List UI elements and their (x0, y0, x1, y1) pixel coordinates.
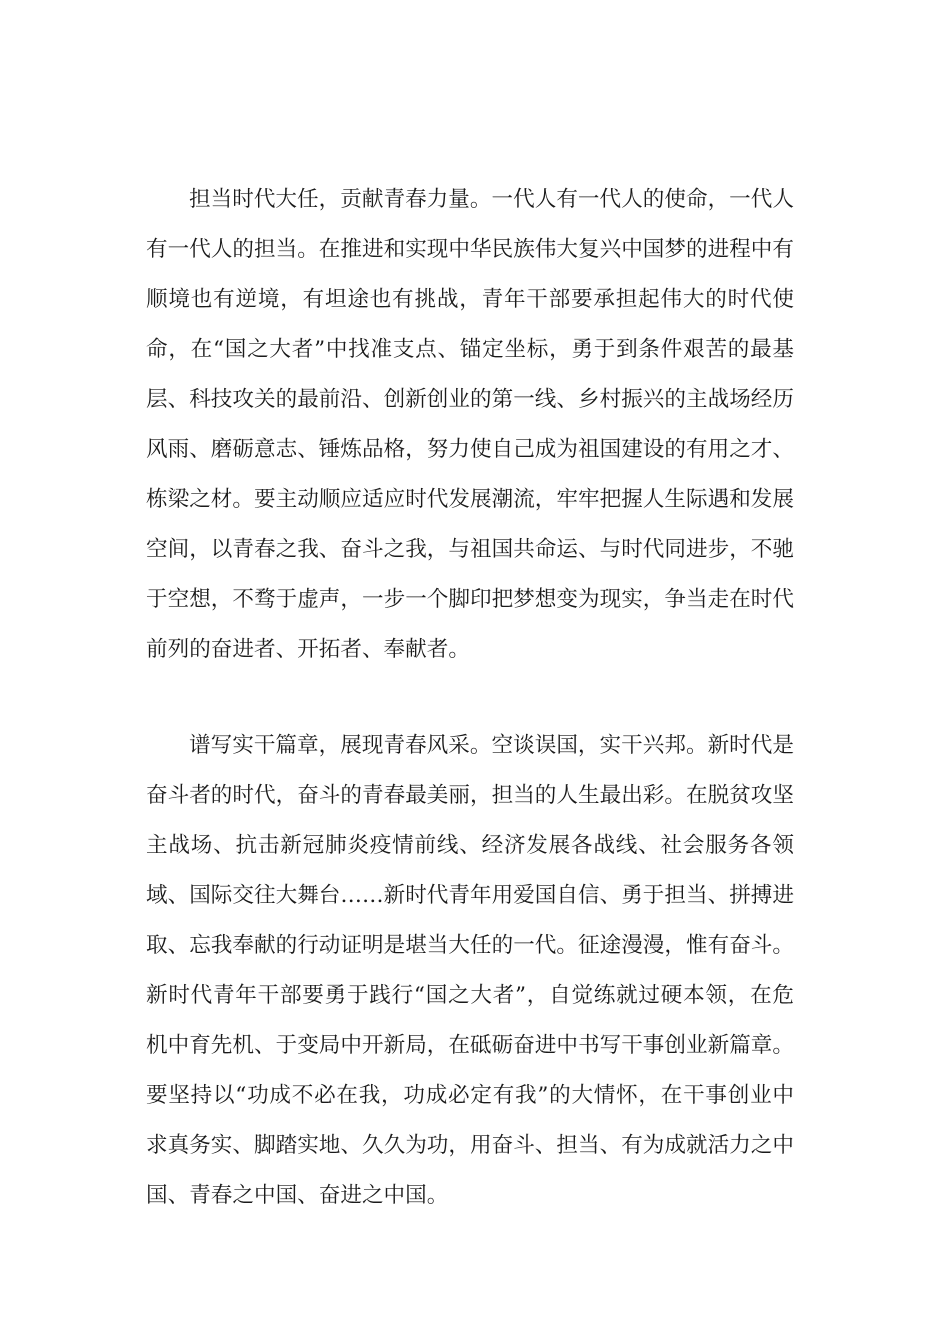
body-paragraph: 担当时代大任，贡献青春力量。一代人有一代人的使命，一代人有一代人的担当。在推进和实现中华民族伟大复兴中国梦的进程中有顺境也有逆境，有坦途也有挑战，青年干部要承担起伟大的时代使命，在“国之大者”中找准支点、锚定坐标，勇于到条件艰苦的最基层、科技攻关的最前沿、创新创业的第一线、乡村振兴的主战场经历风雨、磨砺意志、锤炼品格，努力使自己成为祖国建设的有用之才、栋梁之材。要主动顺应适应时代发展潮流，牢牢把握人生际遇和发展空间，以青春之我、奋斗之我，与祖国共命运、与时代同进步，不驰于空想，不骛于虚声，一步一个脚印把梦想变为现实，争当走在时代前列的奋进者、开拓者、奉献者。 (146, 187, 794, 662)
body-paragraph: 谱写实干篇章，展现青春风采。空谈误国，实干兴邦。新时代是奋斗者的时代，奋斗的青春最美丽，担当的人生最出彩。在脱贫攻坚主战场、抗击新冠肺炎疫情前线、经济发展各战线、社会服务各领域、国际交往大舞台……新时代青年用爱国自信、勇于担当、拼搏进取、忘我奉献的行动证明是堪当大任的一代。征途漫漫，惟有奋斗。新时代青年干部要勇于践行“国之大者”，自觉练就过硬本领，在危机中育先机、于变局中开新局，在砥砺奋进中书写干事创业新篇章。要坚持以“功成不必在我，功成必定有我”的大情怀，在干事创业中求真务实、脚踏实地、久久为功，用奋斗、担当、有为成就活力之中国、青春之中国、奋进之中国。 (146, 733, 794, 1208)
